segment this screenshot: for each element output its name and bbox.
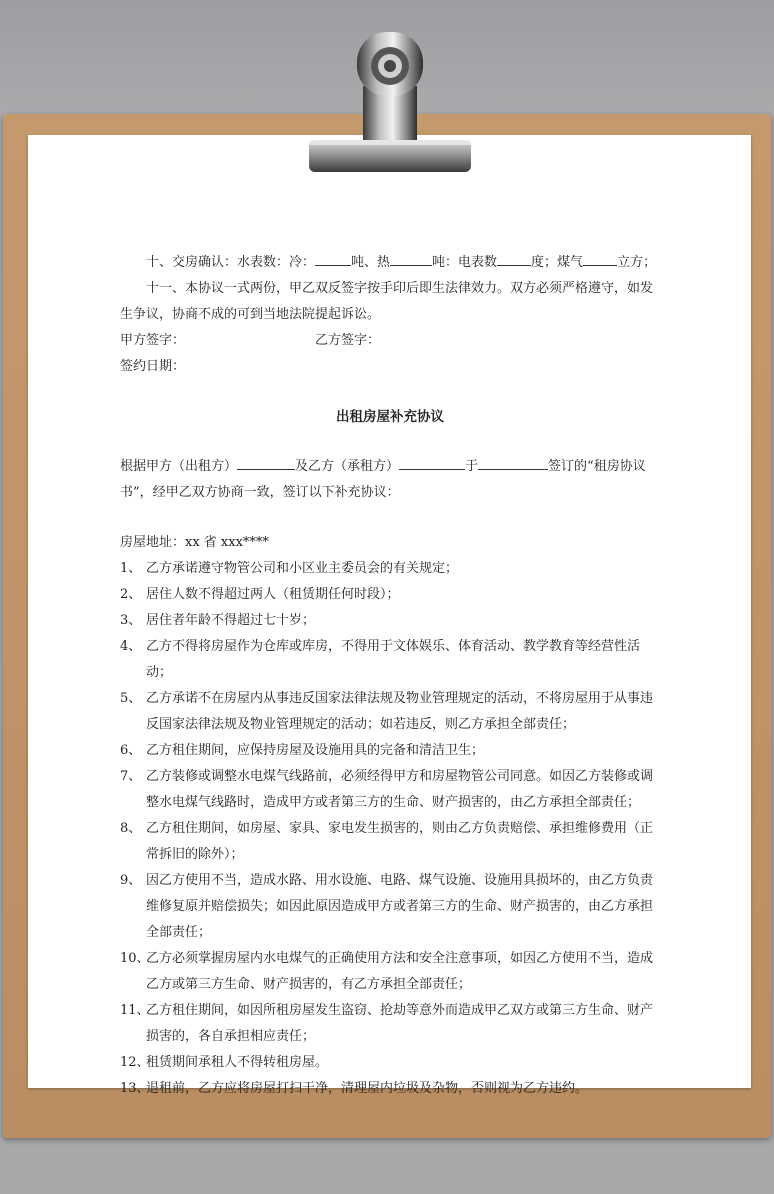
list-item [120,634,660,686]
list-item [120,738,660,764]
list-item [120,608,660,634]
item-text: 退租前，乙方应将房屋打扫干净，清理屋内垃圾及杂物，否则视为乙方违约。 [146,1081,589,1096]
item-text: 乙方承诺不在房屋内从事违反国家法律法规及物业管理规定的活动，不将房屋用于从事违反国家法律法规及物业管理规定的活动；如若违反，则乙方承担全部责任； [146,691,654,732]
item-number: 12、 [120,1055,150,1070]
intro-text: 根据甲方（出租方） [120,459,238,474]
intro-paragraph [120,454,660,506]
item-number: 3、 [120,613,142,628]
item-number: 5、 [120,691,142,706]
items-list [120,556,660,1102]
binder-clip-icon [305,24,475,174]
clause-10-text: 吨、热 [351,255,391,270]
clause-10-label: 十、交房确认：水表数：冷： [146,255,316,270]
blank-field [237,454,295,470]
item-text: 乙方租住期间，如房屋、家具、家电发生损害的，则由乙方负责赔偿、承担维修费用（正常拆旧的除外）； [146,821,654,862]
list-item [120,764,660,816]
intro-text: 及乙方（承租方） [295,459,400,474]
document-content [120,250,660,1102]
blank-field [399,454,465,470]
item-text: 居住者年龄不得超过七十岁； [146,613,316,628]
blank-field [390,250,432,266]
item-number: 8、 [120,821,142,836]
item-text: 乙方装修或调整水电煤气线路前，必须经得甲方和房屋物管公司同意。如因乙方装修或调整水电煤气线路时，造成甲方或者第三方的生命、财产损害的，由乙方承担全部责任； [146,769,654,810]
item-number: 10、 [120,951,150,966]
spacer [120,506,660,530]
item-text: 乙方必须掌握房屋内水电煤气的正确使用方法和安全注意事项，如因乙方使用不当，造成乙方或第三方生命、财产损害的，有乙方承担全部责任； [146,951,654,992]
blank-field [583,250,617,266]
item-text: 居住人数不得超过两人（租赁期任何时段）； [146,587,400,602]
sign-date-label: 签约日期： [120,359,186,374]
list-item [120,816,660,868]
list-item [120,1076,660,1102]
document-title: 出租房屋补充协议 [336,409,444,425]
item-number: 9、 [120,873,142,888]
list-item [120,946,660,998]
item-number: 6、 [120,743,142,758]
list-item [120,582,660,608]
clause-10-text: 吨：电表数 [432,255,498,270]
list-item [120,556,660,582]
intro-text: 于 [465,459,479,474]
item-text: 因乙方使用不当，造成水路、用水设施、电路、煤气设施、设施用具损坏的，由乙方负责维修复原并赔偿损失；如因此原因造成甲方或者第三方的生命、财产损害的，由乙方承担全部责任； [146,873,654,940]
clause-10 [120,250,660,276]
item-number: 2、 [120,587,142,602]
signature-row [120,328,660,354]
list-item [120,868,660,946]
item-number: 1、 [120,561,142,576]
clause-10-text: 立方； [617,255,657,270]
house-address: 房屋地址：xx 省 xxx**** [120,535,269,550]
list-item [120,686,660,738]
item-number: 7、 [120,769,142,784]
party-b-signature-label: 乙方签字： [315,333,381,348]
blank-field [315,250,351,266]
item-text: 乙方承诺遵守物管公司和小区业主委员会的有关规定； [146,561,459,576]
item-text: 乙方租住期间，应保持房屋及设施用具的完备和清洁卫生； [146,743,485,758]
list-item [120,1050,660,1076]
item-number: 11、 [120,1003,150,1018]
list-item [120,998,660,1050]
item-text: 租赁期间承租人不得转租房屋。 [146,1055,329,1070]
item-text: 乙方不得将房屋作为仓库或库房，不得用于文体娱乐、体育活动、教学教育等经营性活动； [146,639,641,680]
item-number: 4、 [120,639,142,654]
blank-field [478,454,548,470]
intro-text: 签订的“租房协议书”，经甲乙双方协商一致，签订以下补充协议： [120,459,646,500]
item-number: 13、 [120,1081,150,1096]
item-text: 乙方租住期间，如因所租房屋发生盗窃、抢劫等意外而造成甲乙双方或第三方生命、财产损害的，各自承担相应责任； [146,1003,654,1044]
clause-11: 十一、本协议一式两份，甲乙双反签字按手印后即生法律效力。双方必须严格遵守，如发生争议，协商不成的可到当地法院提起诉讼。 [120,281,654,322]
clause-10-text: 度；煤气 [531,255,584,270]
blank-field [497,250,531,266]
party-a-signature-label: 甲方签字： [120,333,186,348]
